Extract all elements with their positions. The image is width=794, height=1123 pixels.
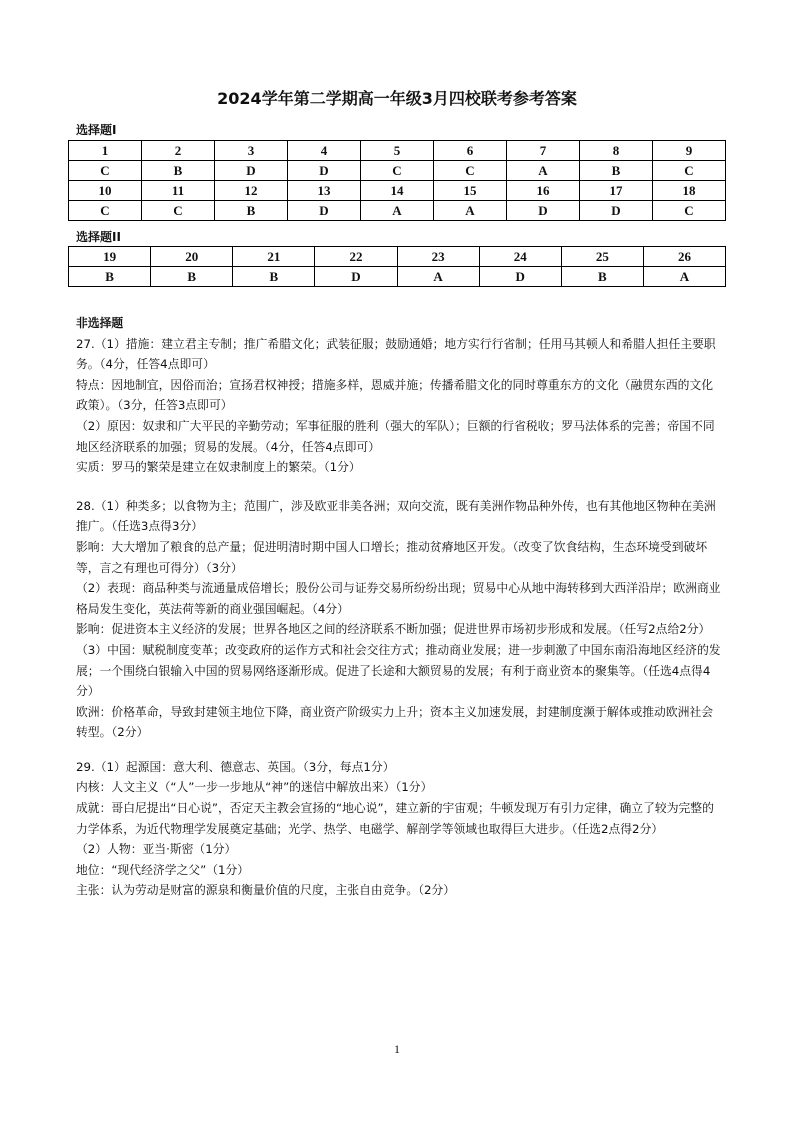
answer-cell: A [434, 201, 507, 221]
question-number-cell: 3 [215, 141, 288, 161]
answer-cell: A [397, 267, 479, 287]
question-number-cell: 12 [215, 181, 288, 201]
answer-cell: A [361, 201, 434, 221]
answer-table-choice-2 [68, 246, 726, 287]
answer-paragraph: 影响：大大增加了粮食的总产量；促进明清时期中国人口增长；推动贫瘠地区开发。（改变了饮食结构，生态环境受到破坏等，言之有理也可得分）（3分） [76, 539, 708, 575]
question-number-cell: 1 [69, 141, 142, 161]
answer-cell: C [69, 161, 142, 181]
answer-cell: D [288, 201, 361, 221]
answer-body [76, 313, 724, 901]
question-number-cell: 4 [288, 141, 361, 161]
answer-paragraph: 特点：因地制宜，因俗而治；宣扬君权神授；措施多样，恩威并施；传播希腊文化的同时尊重东方的文化（融贯东西的文化政策）。（3分，任答3点即可） [76, 377, 714, 413]
answer-paragraph: 实质：罗马的繁荣是建立在奴隶制度上的繁荣。（1分） [76, 460, 361, 475]
answer-cell: B [151, 267, 233, 287]
answer-table-choice-1 [68, 140, 726, 221]
question-number-cell: 20 [151, 247, 233, 267]
answer-paragraph: （3）中国：赋税制度变革；改变政府的运作方式和社会交往方式；推动商业发展；进一步刺激了中国东南沿海地区经济的发展；一个围绕白银输入中国的贸易网络逐渐形成。促进了长途和大额贸易的发展；有利于商业资本的聚集等。（任选4点得4分） [76, 642, 721, 699]
question-number-cell: 18 [653, 181, 726, 201]
answer-cell: D [479, 267, 561, 287]
answer-paragraph: 主张：认为劳动是财富的源泉和衡量价值的尺度，主张自由竞争。（2分） [76, 883, 456, 898]
section-label-choice-2: 选择题II [76, 230, 121, 244]
question-number-cell: 9 [653, 141, 726, 161]
answer-paragraph: （2）人物：亚当·斯密（1分） [76, 842, 237, 857]
question-number-cell: 26 [643, 247, 725, 267]
answer-cell: C [434, 161, 507, 181]
answer-row [69, 161, 726, 181]
answer-cell: B [215, 201, 288, 221]
answer-paragraph: 成就：哥白尼提出“日心说”，否定天主教会宣扬的“地心说”，建立新的宇宙观；牛顿发现万有引力定律，确立了较为完整的力学体系，为近代物理学发展奠定基础；光学、热学、电磁学、解剖学等领域也取得巨大进步。（任选2点得2分） [76, 801, 714, 836]
question-number-cell: 23 [397, 247, 479, 267]
answer-cell: B [580, 161, 653, 181]
question-number-cell: 21 [233, 247, 315, 267]
question-number-cell: 5 [361, 141, 434, 161]
question-number-cell: 22 [315, 247, 397, 267]
answer-paragraph: 地位：“现代经济学之父”（1分） [76, 862, 250, 877]
page-number: 1 [394, 1042, 400, 1056]
answer-cell: A [643, 267, 725, 287]
question-number-cell: 19 [69, 247, 151, 267]
question-27-answer [76, 334, 724, 478]
answer-paragraph: 28.（1）种类多；以食物为主；范围广，涉及欧亚非美各洲；双向交流，既有美洲作物品种外传，也有其他地区物种在美洲推广。（任选3点得3分） [76, 498, 716, 534]
answer-cell: C [653, 201, 726, 221]
answer-row [69, 267, 726, 287]
question-number-cell: 24 [479, 247, 561, 267]
question-number-cell: 13 [288, 181, 361, 201]
section-label-nonchoice: 非选择题 [76, 316, 124, 330]
answer-cell: C [142, 201, 215, 221]
answer-cell: B [69, 267, 151, 287]
question-number-cell: 11 [142, 181, 215, 201]
answer-cell: D [215, 161, 288, 181]
answer-row [69, 201, 726, 221]
answer-paragraph: 29.（1）起源国：意大利、德意志、英国。（3分，每点1分） [76, 759, 395, 774]
question-number-cell: 16 [507, 181, 580, 201]
answer-paragraph: 内核：人文主义（“人”一步一步地从“神”的迷信中解放出来）（1分） [76, 780, 433, 795]
answer-paragraph: 影响：促进资本主义经济的发展；世界各地区之间的经济联系不断加强；促进世界市场初步形成和发展。（任写2点给2分） [76, 622, 711, 637]
answer-paragraph: （2）原因：奴隶和广大平民的辛勤劳动；军事征服的胜利（强大的军队）；巨额的行省税收；罗马法体系的完善；帝国不同地区经济联系的加强；贸易的发展。（4分，任答4点即可） [76, 418, 715, 454]
question-number-cell: 15 [434, 181, 507, 201]
answer-cell: D [507, 201, 580, 221]
question-number-cell: 8 [580, 141, 653, 161]
question-number-cell: 6 [434, 141, 507, 161]
answer-row [69, 181, 726, 201]
answer-cell: D [315, 267, 397, 287]
section-label-choice-1: 选择题Ⅰ [76, 123, 117, 137]
question-number-cell: 14 [361, 181, 434, 201]
answer-row [69, 141, 726, 161]
answer-cell: C [361, 161, 434, 181]
answer-cell: B [561, 267, 643, 287]
answer-cell: A [507, 161, 580, 181]
question-number-cell: 25 [561, 247, 643, 267]
answer-paragraph: 欧洲：价格革命，导致封建领主地位下降，商业资产阶级实力上升；资本主义加速发展，封建制度濒于解体或推动欧洲社会转型。（2分） [76, 704, 714, 740]
answer-cell: D [580, 201, 653, 221]
question-number-cell: 10 [69, 181, 142, 201]
page-title: 2024学年第二学期高一年级3月四校联考参考答案 [217, 89, 577, 108]
question-29-answer [76, 757, 724, 901]
answer-paragraph: 27.（1）措施：建立君主专制；推广希腊文化；武装征服；鼓励通婚；地方实行行省制；任用马其顿人和希腊人担任主要职务。（4分，任答4点即可） [76, 336, 716, 372]
question-number-cell: 7 [507, 141, 580, 161]
question-28-answer [76, 496, 724, 743]
answer-cell: C [653, 161, 726, 181]
answer-cell: D [288, 161, 361, 181]
question-number-cell: 17 [580, 181, 653, 201]
answer-cell: B [233, 267, 315, 287]
answer-row [69, 247, 726, 267]
answer-paragraph: （2）表现：商品种类与流通量成倍增长；股份公司与证券交易所纷纷出现；贸易中心从地中海转移到大西洋沿岸；欧洲商业格局发生变化，英法荷等新的商业强国崛起。（4分） [76, 581, 721, 616]
answer-cell: C [69, 201, 142, 221]
answer-cell: B [142, 161, 215, 181]
question-number-cell: 2 [142, 141, 215, 161]
